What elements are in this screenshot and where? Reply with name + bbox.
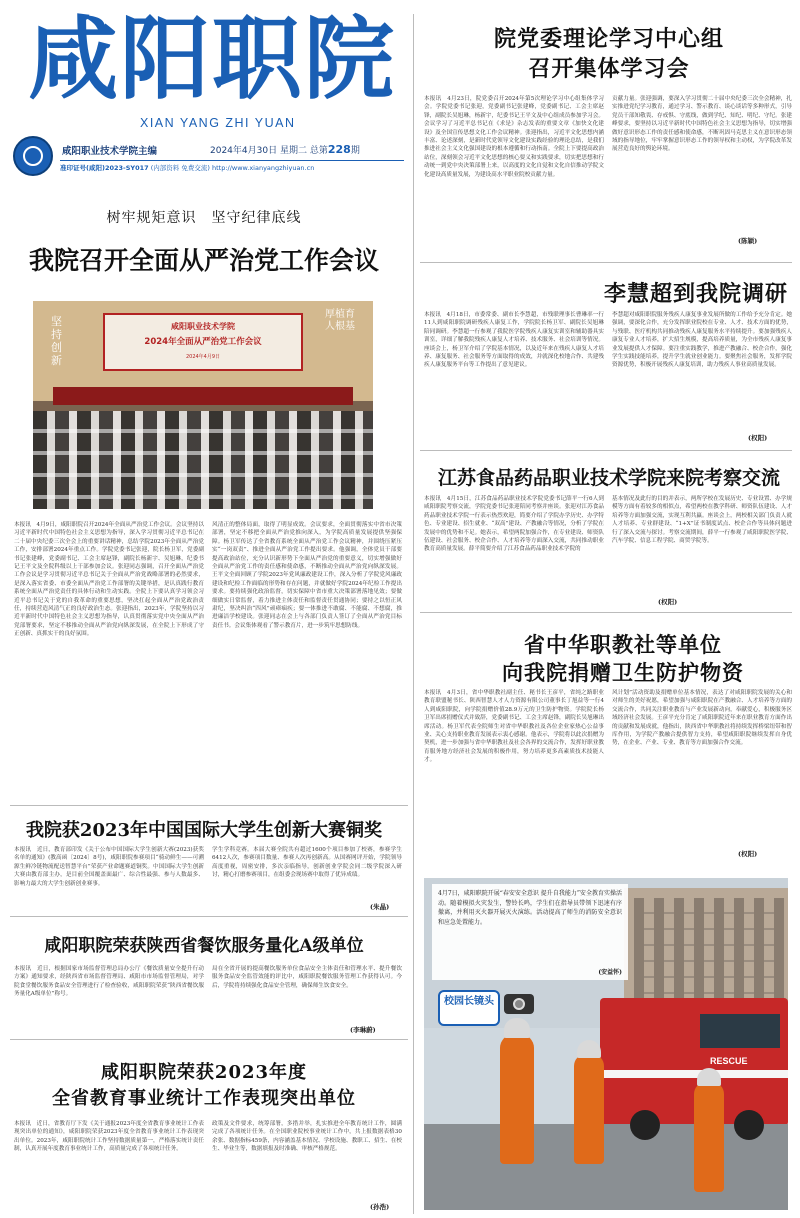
article-body-col-1: 本报讯 4月3日，省中华职教社副主任、秘书长王彦平，省纯之路职业教育联盟秘书长、陕西智慧人才人力资源有限公司董事长丁旭益等一行4人到咸阳职院，向学院捐赠价值28.9万元的卫生防护物资。学院院长杨卫军出席捐赠仪式并致辞，党委副书记、工会主席赵锋，副院长吴旭琳出席活动。杨卫军代表全院师生对省中华职教社及各位企业家热心公益事业、关心支持职业教育发展表示衷心感谢。他表示，学院将以此次捐赠为契机，进一步加强与省中华职教社及社会各界的交流合作，发挥好职业教育服务地方经济社会发展的积极作用，努力培养更多高素质技术技能人才。 [424, 690, 604, 764]
photo-column-label-text: 校园长镜头 [444, 996, 494, 1007]
banner-date: 2024年4月9日 [185, 354, 221, 360]
photo-presidium-table [53, 387, 353, 405]
article-jiangsu-visit [418, 451, 800, 611]
truck-stripe [600, 1070, 788, 1078]
masthead-sponsor: 咸阳职业技术学院主编 [62, 146, 158, 157]
firefighter-3-helmet [697, 1068, 721, 1086]
article-author: (权阳) [748, 434, 768, 442]
article-subtitle: 树牢规矩意识 坚守纪律底线 [106, 210, 302, 226]
article-author: (李琳蔚) [350, 1026, 376, 1034]
issue-weekday: 星期二 [279, 146, 307, 156]
article-body-col-1: 本报讯 近日，省教育厅下发《关于通报2023年度全省教育事业统计工作表现突出单位的通知》，咸阳职院荣获2023年度全省教育事业统计工作表现突出单位。2023年，咸阳职院统计工作坚持数据质量第一，严格落实统计责任制，认真开展年度教育事业统计工作，高质量完成了各项统计任务。 [14, 1121, 204, 1153]
issue-date: 2024年4月30日 [210, 146, 278, 156]
article-body-col-2: 风计划”活动资助及捐赠单位基本情况，表达了对咸阳职院发展的关心和对师生的美好祝愿，希望加强与咸阳职院在产教融合、人才培养等方面的交流合作，共同关注职业教育与产业发展新动向，奉献爱心，积极服务区域经济社会发展。王彦平充分肯定了咸阳职院近年来在职业教育方面作出的贡献和发展成就，他指出，陕西省中华职教社将持续发挥桥梁纽带和智库作用，为学院产教融合提供智力支持，希望咸阳职院继续发挥自身优势，在企业、产业、专业、教育等方面加强合作交流。 [612, 690, 792, 747]
masthead-pinyin: XIAN YANG ZHI YUAN [140, 116, 296, 130]
photo-ground [424, 1124, 788, 1210]
article-title: 我院获2023年中国国际大学生创新大赛铜奖 [25, 820, 383, 841]
truck-windows [700, 1014, 780, 1048]
article-catering-award [0, 917, 408, 1037]
issue-suffix: 期 [350, 146, 360, 156]
article-body-col-2: 局在全省开展的提高餐饮服务单位食品安全主体责任和管理水平、提升餐饮服务食品安全监管效能的评比中，咸阳职院餐饮服务管理工作获得认可。今后，学院将持续强化食品安全管理，确保师生饮食安全。 [212, 966, 402, 989]
article-body-col-2: 学生学科竞赛。本届大赛全院共有超过1600个项目参加了校赛，参赛学生6412人次，参赛项目数量、参赛人次再创新高。从国赛网评开始，学院领导高度重视，周密安排，多次亲临指导，创新创业学院会同二级学院深入研讨，精心打磨参赛项目，在组委会现场赛中取得了优异成绩。 [212, 847, 402, 879]
article-author: (朱晶) [370, 903, 390, 911]
article-title-line-1: 省中华职教社等单位 [524, 632, 722, 657]
photo-right-slogan: 厚植育人根基 [325, 309, 355, 332]
article-title-line-1: 咸阳职院荣获2023年度 [100, 1062, 308, 1083]
firefighter-1-helmet [504, 1018, 530, 1038]
masthead-dateline [210, 143, 360, 156]
article-body-col-2: 风清正的整体局面，取得了明显成效。会议要求，全面贯彻落实中省市决策部署，坚定不移把全面从严治党推向深入，为学院高质量发展提供坚强保障。杨卫军传达了全省教育系统全面从严治党工作会议精神，并围绕压紧压实“一岗双责”、推进全面从严治党工作提出要求。他强调，全体党员干部要提高政治站位，充分认识新形势下全面从严治党的重要意义，切实增强做好全面从严治党工作的责任感和使命感，不断推动全面从严治党向纵深发展。王平文全面回顾了学院2023年党风廉政建设工作，深入分析了学院党风廉政建设和纪检工作面临的形势和存在问题，并就做好学院2024年纪检工作提出要求。要持续强化政治监督，切实保障中省市重大决策部署落地见效；要做细做实日常监督，着力推进主体责任和监督责任贯通协同；要持之以恒正风肃纪，坚决纠治“四风”顽瘴痼疾；要一体推进不敢腐、不能腐、不想腐，推进廉洁学校建设。张迎同志在会上与各部门负责人签订了全面从严治党目标责任书。会议集体观看了警示教育片，进一步筑牢思想防线。 [212, 522, 402, 629]
article-body-col-2: 李慧超对咸阳职院服务残疾人康复事业发展所做的工作给予充分肯定。她强调，要深化合作，充分发挥职业院校在专业、人才、技术方面的优势，与残联、医疗机构共同推动残疾人康复服务水平持续提升。要加强残疾人康复专业人才培养，扩大招生规模，提高培养质量，为全市残疾人康复事业发展提供人才保障。要注重实践教学，推进产教融合、校企合作，强化学生实践技能培养，提升学生就业创业能力。要聚焦社会服务，发挥学院资源优势，积极开展残疾人康复培训，助力残疾人事业高质量发展。 [612, 312, 792, 369]
article-title: 我院召开全面从严治党工作会议 [28, 246, 379, 275]
article-title-line-1: 院党委理论学习中心组 [493, 26, 724, 52]
article-theory-study [418, 0, 800, 260]
issue-number: 228 [327, 143, 351, 156]
article-author: (孙浩) [370, 1203, 390, 1211]
article-donation [418, 613, 800, 863]
article-title: 李慧超到我院调研 [603, 281, 788, 307]
banner-line-2: 2024年全面从严治党工作会议 [144, 337, 262, 347]
article-body-col-1: 本报讯 4月18日，市委常委、副市长李慧超，市残联理事长曹琳率一行11人到咸阳职院调研残疾人康复工作，学院院长杨卫军、副院长吴旭琳陪同调研。李慧超一行参观了我院医学院残疾人康复实训室和辅助器具实训室，详细了解我院残疾人康复人才培养、技术服务、社会培训等情况。座谈会上，杨卫军介绍了学院基本情况，以及近年来在残疾人康复人才培养、康复服务、社会服务等方面取得的成效，并就深化校地合作、共建残疾人康复服务平台等工作提出了意见建议。 [424, 312, 604, 369]
page-column-divider [413, 14, 414, 1214]
article-title: 江苏食品药品职业技术学院来院考察交流 [437, 467, 780, 489]
photo-caption-panel [432, 884, 628, 980]
campus-photo-box [424, 878, 788, 1210]
photo-stage-banner [103, 313, 303, 371]
article-official-visit [418, 263, 800, 448]
firefighter-1 [500, 1034, 534, 1164]
article-body-col-1: 本报讯 近日，教育部印发《关于公布中国国际大学生创新大赛(2023)获奖名单的通知》(教高函〔2024〕8号)，咸阳职院参赛项目“骑动鲜生——可溯源生鲜冷链物流配送智慧平台”荣获产业命题赛道铜奖。中国国际大学生创新大赛由教育部主办，是目前全国覆盖面最广、综合性最强、参与人数最多、影响力最大的大学生创新创业赛事。 [14, 847, 204, 887]
photo-audience-rows [33, 411, 373, 509]
website-link[interactable]: http://www.xianyangzhiyuan.cn [211, 164, 315, 172]
article-body-col-1: 本报讯 4月15日，江苏食品药品职业技术学院党委书记薛平一行6人到咸阳职院考察交流，学院党委书记张迎陪同考察并座谈。张迎对江苏食品药品职业技术学院一行表示热烈欢迎，简要介绍了学院办学历史、办学特色、专业建设、招生就业、“双高”建设、产教融合等情况，分析了学院在发展中的优势和不足。她表示，希望两院加强合作，在专业建设、师资队伍建设、社会服务、校企合作、人才培养等方面深入交流，共同推动职业教育高质量发展。薛平简要介绍了江苏食品药品职业技术学院的 [424, 496, 604, 553]
article-title-line-2: 全省教育事业统计工作表现突出单位 [52, 1088, 356, 1109]
meeting-photo [33, 301, 373, 509]
masthead-bar [60, 160, 404, 174]
masthead-title: 咸阳职院 [28, 7, 396, 112]
article-author: (陈颖) [738, 237, 758, 245]
article-title: 咸阳职院荣获陕西省餐饮服务量化A级单位 [44, 936, 364, 956]
permit-number: 准印证号(咸阳)2023-SY017 [60, 164, 149, 172]
article-title-line-2: 召开集体学习会 [528, 56, 690, 82]
masthead [0, 0, 408, 192]
photo-column-label [438, 990, 500, 1026]
truck-label: RESCUE [710, 1056, 748, 1066]
article-author: (权阳) [738, 850, 758, 858]
camera-icon [504, 994, 534, 1014]
issue-label: 总第 [309, 146, 328, 156]
article-author: (权阳) [658, 598, 678, 606]
article-title-line-2: 向我院捐赠卫生防护物资 [502, 660, 744, 685]
article-statistics-award [0, 1040, 408, 1218]
camera-lens-icon [513, 998, 525, 1010]
internal-note: (内部资料 免费交流) [150, 164, 210, 172]
photo-left-slogan: 坚持创新 [51, 315, 62, 367]
firefighter-3 [694, 1082, 724, 1192]
firefighter-2-helmet [577, 1040, 601, 1058]
article-body-col-2: 贡献力量。张迎强调，要深入学习贯彻二十届中央纪委三次全会精神，扎实推进党纪学习教育，通过学习、警示教育、谈心谈话等多种形式，引导党员干部知敬畏、存戒惧、守底线，做到学纪、知纪、明纪、守纪。张建峰要求，要坚持以习近平新时代中国特色社会主义思想为指导，切实增强做好意识形态工作的责任感和使命感，不断巩固马克思主义在意识形态领域的指导地位，牢牢掌握意识形态工作的领导权和主动权，为学院改革发展营造良好的舆论环境。 [612, 96, 792, 153]
article-body-col-1: 本报讯 4月9日，咸阳职院召开2024年全面从严治党工作会议。会议坚持以习近平新时代中国特色社会主义思想为指导，深入学习贯彻习近平总书记在二十届中央纪委三次全会上的重要讲话精神，总结学院2023年全面从严治党工作，安排部署2024年重点工作。学院党委书记张迎，院长杨卫军，党委副书记张建峰，党委副书记、工会主席赵锋，副院长杨新宇、吴旭琳，纪委书记王平文及全院科级以上干部参加会议。张迎同志强调，召开全面从严治党工作会议是学习贯彻习近平总书记关于全面从严治党战略部署的必然要求，是深入落实省委、市委全面从严治党工作部署的关键举措，是认真践行教育系统全面从严治党责任的具体行动和生动实践。全院上下要认真学习领会习近平总书记关于党的自我革命的重要思想，坚决扛起全面从严治党政治责任，持续营造风清气正的良好政治生态。张迎指出，2023年，学院坚持以习近平新时代中国特色社会主义思想为指导，认真贯彻落实党中央全面从严治党部署要求，坚定不移推动全面从严治党向纵深发展，在全院上下形成了守正创新、真抓实干的良好氛围。 [14, 522, 204, 638]
article-body-col-2: 基本情况及此行的目的并表示，两所学校在发展历史、专业设置、办学规模等方面有着较多的相似点，希望两校在教学科研、师资队伍建设、人才培养等方面加强交流，实现互利共赢。座谈会上，两校相关部门负责人就人才培养、专业群建设、“1+X”证书制度试点、校企合作等具体问题进行了深入交流与探讨。考察交流期间，薛平一行参观了咸阳职院医学院、汽车学院、信息工程学院、商贸学院等。 [612, 496, 792, 545]
photo-caption: 4月7日，咸阳职院开展“春安安全意识 提升自我能力”安全教育实操活动。随着模拟火灾发生，警铃长鸣，学生们在指导员带领下迅速有序撤离，并利用灭火器开展灭火演练。活动提高了师生的消防安全意识和应急处置能力。 [438, 890, 622, 926]
article-innovation-award [0, 806, 408, 914]
truck-wheel-front [630, 1110, 660, 1140]
photo-caption-author: (安益怀) [598, 969, 622, 976]
article-body-col-1: 本报讯 近日，根据国家市场监督管理总局办公厅《餐饮质量安全提升行动方案》通知要求，经陕西省市场监督管理局、咸阳市市场监督管理局，对学院食堂餐饮服务食品安全管理进行了检查验收，咸阳职院荣获“陕西省餐饮服务量化A级单位”称号。 [14, 966, 204, 998]
article-party-work-meeting [0, 195, 408, 830]
firefighter-2 [574, 1054, 604, 1164]
article-body-col-2: 政策及文件要求，统筹部署，多措并举，扎实推进全年教育统计工作，圆满完成了各项统计任务。在全国职业院校事业统计工作中，共上报数据表格30余张、数据指标459条，内容涵盖基本情况、学校设施、教职工、招生、在校生、毕业生等，数据填报及时准确、审核严格规范。 [212, 1121, 402, 1153]
logo-inner-icon [23, 146, 43, 166]
banner-line-1: 咸阳职业技术学院 [171, 322, 235, 331]
article-body-col-1: 本报讯 4月23日，院党委召开2024年第5次理论学习中心组集体学习会。学院党委书记张迎，党委副书记张建峰，党委副书记、工会主席赵锋，副院长吴旭琳，杨新宇，纪委书记王平文及中心组成员参加学习会。会议学习了习近平总书记在《求是》杂志发表的重要文章《加快文化建设》及全国宣传思想文化工作会议精神。张迎指出，习近平文化思想内涵丰富、论述深刻，是新时代党领导文化建设实践经验的理论总结，是我们推进社会主义文化强国建设的根本遵循和行动指南。全院上下要提高政治站位，深刻领会习近平文化思想的核心要义和实践要求，切实把思想和行动统一到党中央决策部署上来，以高度的文化自觉和文化自信推动学院文化建设高质量发展，为建设高水平职业院校贡献力量。 [424, 96, 604, 178]
truck-wheel-rear [734, 1110, 764, 1140]
college-logo [13, 136, 53, 176]
